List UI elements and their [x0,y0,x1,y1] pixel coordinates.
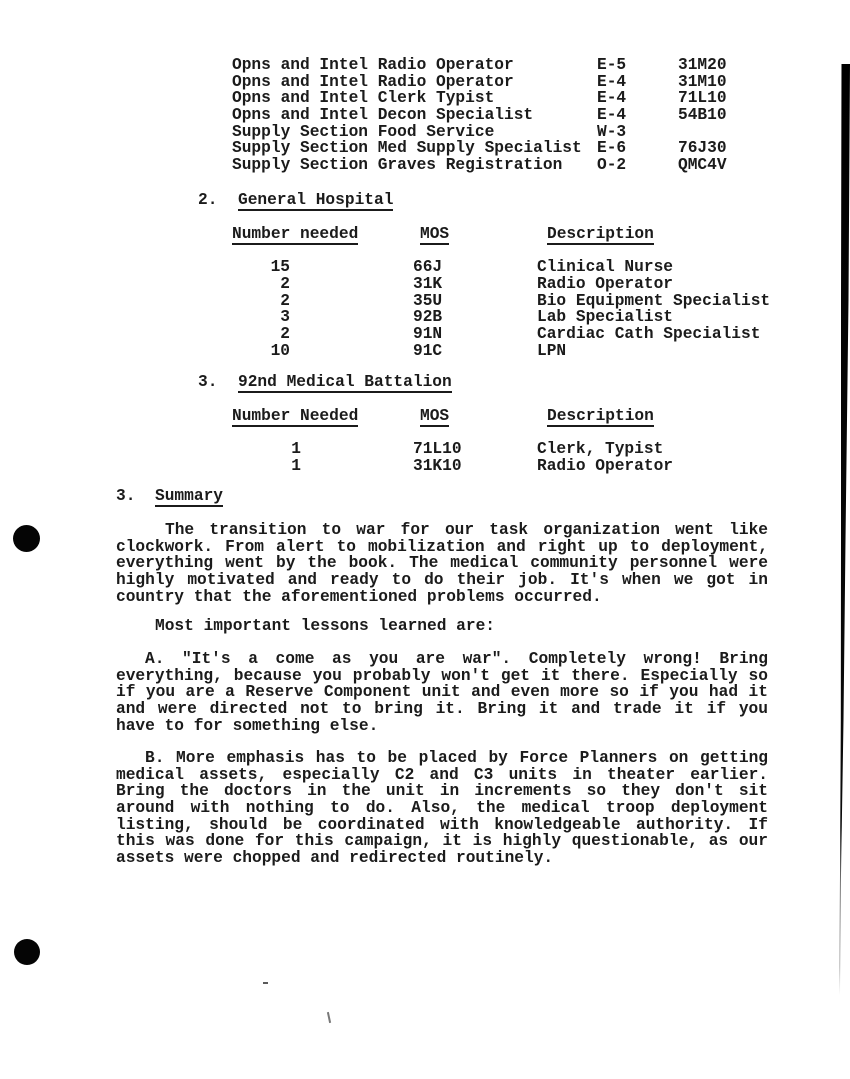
paragraph-line: The transition to war for our task organization went like [165,521,768,539]
roster-mos: 31M20 [678,56,727,74]
roster-grade: E-6 [597,139,627,158]
section-heading-medical-battalion [198,374,618,393]
cell-number-needed: 2 [280,275,290,294]
paragraph-line: Bring the doctors in the unit in increments so they don't sit [116,782,768,801]
section-title: 92nd Medical Battalion [238,373,452,391]
roster-mos: QMC4V [678,156,727,175]
cell-number-needed: 1 [291,457,301,476]
cell-mos: 91C [413,341,443,360]
section-title: Summary [155,487,223,505]
cell-mos: 35U [413,291,443,310]
cell-description: Bio Equipment Specialist [537,291,771,310]
roster-mos: 54B10 [678,106,727,125]
paragraph-line: listing, should be coordinated with knowledgeable authority. If [116,815,768,834]
cell-description: Radio Operator [537,457,673,476]
paragraph-line: if you are a Reserve Component unit and even more so if you had it [116,683,768,702]
column-header-mos: MOS [420,225,450,243]
roster-role: Opns and Intel Radio Operator [232,72,514,91]
column-header-description: Description [547,407,654,425]
lesson-item-b [116,750,768,867]
cell-description: Clinical Nurse [537,258,673,277]
paragraph-line: highly motivated and ready to do their job. It's when we got in [116,571,768,590]
paragraph-line: assets were chopped and redirected routinely. [116,849,554,868]
paragraph-line: clockwork. From alert to mobilization and right up to deployment, [116,537,768,556]
paragraph-line: Most important lessons learned are: [155,617,495,635]
roster-role: Opns and Intel Radio Operator [232,56,514,74]
roster-role: Opns and Intel Clerk Typist [232,89,495,108]
roster-grade: O-2 [597,156,627,175]
roster-grade: E-4 [597,106,627,125]
roster-grade: E-4 [597,89,627,108]
roster-mos: 71L10 [678,89,727,108]
paragraph-line: have to for something else. [116,716,379,735]
cell-number-needed: 3 [280,308,290,327]
roster-mos: 31M10 [678,72,727,91]
scan-speck [263,982,268,984]
paragraph-line: everything went by the book. The medical community personnel were [116,554,768,573]
cell-mos: 66J [413,258,443,277]
section-number: 3. [116,487,136,505]
section-title: General Hospital [238,191,394,209]
cell-number-needed: 2 [280,325,290,344]
roster-role: Opns and Intel Decon Specialist [232,106,534,125]
punch-hole-top [13,525,40,552]
section-heading-general-hospital [198,192,618,211]
column-header-number-needed: Number needed [232,225,359,243]
paragraph-line: around with nothing to do. Also, the medical troop deployment [116,799,768,818]
paragraph-line: everything, because you probably won't get it there. Especially so [116,666,768,685]
cell-mos: 91N [413,325,443,344]
section-number: 3. [198,373,218,391]
cell-number-needed: 15 [270,258,290,277]
cell-mos: 31K10 [413,457,462,476]
cell-number-needed: 2 [280,291,290,310]
cell-description: Radio Operator [537,275,673,294]
roster-role: Supply Section Graves Registration [232,156,563,175]
section-number: 2. [198,191,218,209]
roster-role: Supply Section Food Service [232,122,495,141]
scan-stroke [327,1012,331,1023]
lessons-lead-in [116,618,768,635]
cell-mos: 31K [413,275,443,294]
column-header-mos: MOS [420,407,450,425]
cell-description: Clerk, Typist [537,440,664,459]
cell-description: LPN [537,341,567,360]
cell-mos: 71L10 [413,440,462,459]
roster-grade: W-3 [597,122,627,141]
cell-number-needed: 10 [270,341,290,360]
punch-hole-bottom [14,939,40,965]
summary-paragraph-1 [116,522,768,605]
roster-grade: E-4 [597,72,627,91]
paragraph-line: A. "It's a come as you are war". Completely wrong! Bring [145,650,768,668]
roster-role: Supply Section Med Supply Specialist [232,139,582,158]
cell-description: Lab Specialist [537,308,673,327]
lesson-item-a [116,651,768,734]
roster-mos: 76J30 [678,139,727,158]
paragraph-line: and were directed not to bring it. Bring it and trade it if you [116,700,768,719]
roster-grade: E-5 [597,56,627,74]
section-heading-summary [116,488,536,507]
paragraph-line: medical assets, especially C2 and C3 units in theater earlier. [116,765,768,784]
paragraph-line: B. More emphasis has to be placed by Force Planners on getting [145,749,768,767]
cell-description: Cardiac Cath Specialist [537,325,761,344]
cell-mos: 92B [413,308,443,327]
paragraph-line: this was done for this campaign, it is highly questionable, as our [116,832,768,851]
paragraph-line: country that the aforementioned problems occurred. [116,587,602,606]
column-header-number-needed: Number Needed [232,407,359,425]
column-header-description: Description [547,225,654,243]
cell-number-needed: 1 [291,440,301,459]
